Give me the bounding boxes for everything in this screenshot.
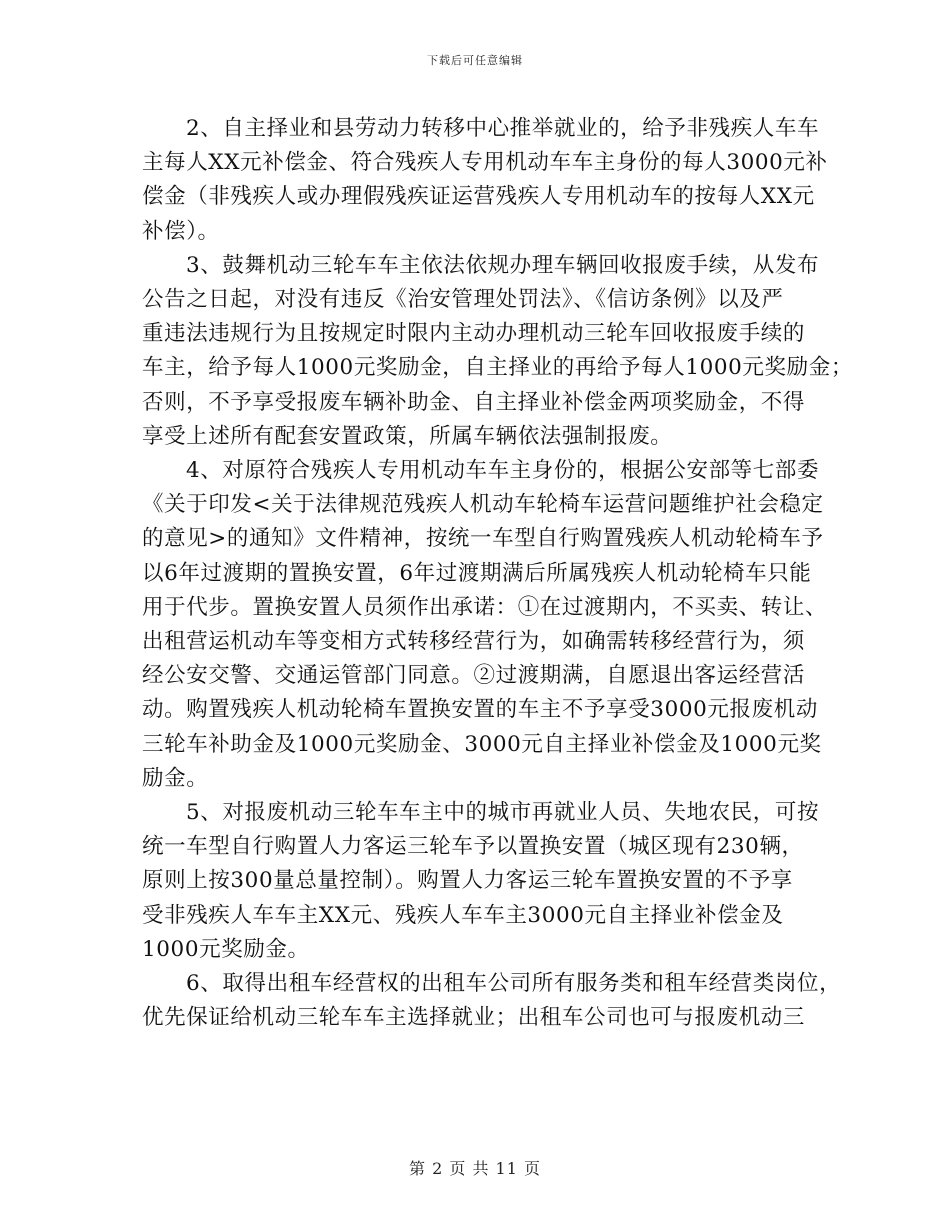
paragraph-line: 偿金（非残疾人或办理假残疾证运营残疾人专用机动车的按每人XX元 [142, 184, 815, 209]
paragraph-line: 出租营运机动车等变相方式转移经营行为，如确需转移经营行为，须 [142, 629, 806, 654]
paragraph-line: 1000元奖励金。 [142, 937, 310, 962]
paragraph-first-line: 4、对原符合残疾人专用机动车车主身份的，根据公安部等七部委 [186, 458, 820, 483]
paragraph-line: 三轮车补助金及1000元奖励金、3000元自主择业补偿金及1000元奖 [142, 732, 822, 757]
paragraph-line: 公告之日起，对没有违反《治安管理处罚法》、《信访条例》以及严 [142, 287, 784, 312]
paragraph-line: 受非残疾人车车主XX元、残疾人车车主3000元自主择业补偿金及 [142, 903, 784, 928]
paragraph-line: 享受上述所有配套安置政策，所属车辆依法强制报废。 [142, 424, 673, 449]
paragraph-line: 补偿）。 [142, 219, 220, 244]
paragraph-line: 经公安交警、交通运管部门同意。②过渡期满，自愿退出客运经营活 [142, 663, 806, 688]
paragraph-line: 车主，给予每人1000元奖励金，自主择业的再给予每人1000元奖励金； [142, 355, 853, 380]
paragraph-line: 统一车型自行购置人力客运三轮车予以置换安置（城区现有230辆， [142, 834, 804, 859]
paragraph-line: 励金。 [142, 766, 209, 791]
page-header: 下载后可任意编辑 [427, 54, 523, 67]
paragraph-line: 用于代步。置换安置人员须作出承诺：①在过渡期内，不买卖、转让、 [142, 595, 828, 620]
paragraph-line: 《关于印发<关于法律规范残疾人机动车轮椅车运营问题维护社会稳定 [142, 492, 824, 517]
paragraph-line: 原则上按300量总量控制）。购置人力客运三轮车置换安置的不予享 [142, 868, 793, 893]
paragraph-line: 优先保证给机动三轮车车主选择就业；出租车公司也可与报废机动三 [142, 1005, 806, 1030]
page-footer: 第 2 页 共 11 页 [409, 1159, 541, 1178]
paragraph-line: 否则，不予享受报废车辆补助金、自主择业补偿金两项奖励金，不得 [142, 390, 806, 415]
paragraph-line: 重违法违规行为且按规定时限内主动办理机动三轮车回收报废手续的 [142, 321, 806, 346]
paragraph-line: 主每人XX元补偿金、符合残疾人专用机动车车主身份的每人3000元补 [142, 150, 828, 175]
paragraph-line: 以6年过渡期的置换安置，6年过渡期满后所属残疾人机动轮椅车只能 [142, 561, 812, 586]
paragraph-first-line: 2、自主择业和县劳动力转移中心推举就业的，给予非残疾人车车 [186, 116, 820, 141]
paragraph-first-line: 6、取得出租车经营权的出租车公司所有服务类和租车经营类岗位， [186, 971, 842, 996]
paragraph-first-line: 5、对报废机动三轮车车主中的城市再就业人员、失地农民，可按 [186, 800, 820, 825]
paragraph-first-line: 3、鼓舞机动三轮车车主依法依规办理车辆回收报废手续，从发布 [186, 253, 820, 278]
paragraph-line: 的意见>的通知》文件精神，按统一车型自行购置残疾人机动轮椅车予 [142, 526, 824, 551]
paragraph-line: 动。购置残疾人机动轮椅车置换安置的车主不予享受3000元报废机动 [142, 697, 818, 722]
